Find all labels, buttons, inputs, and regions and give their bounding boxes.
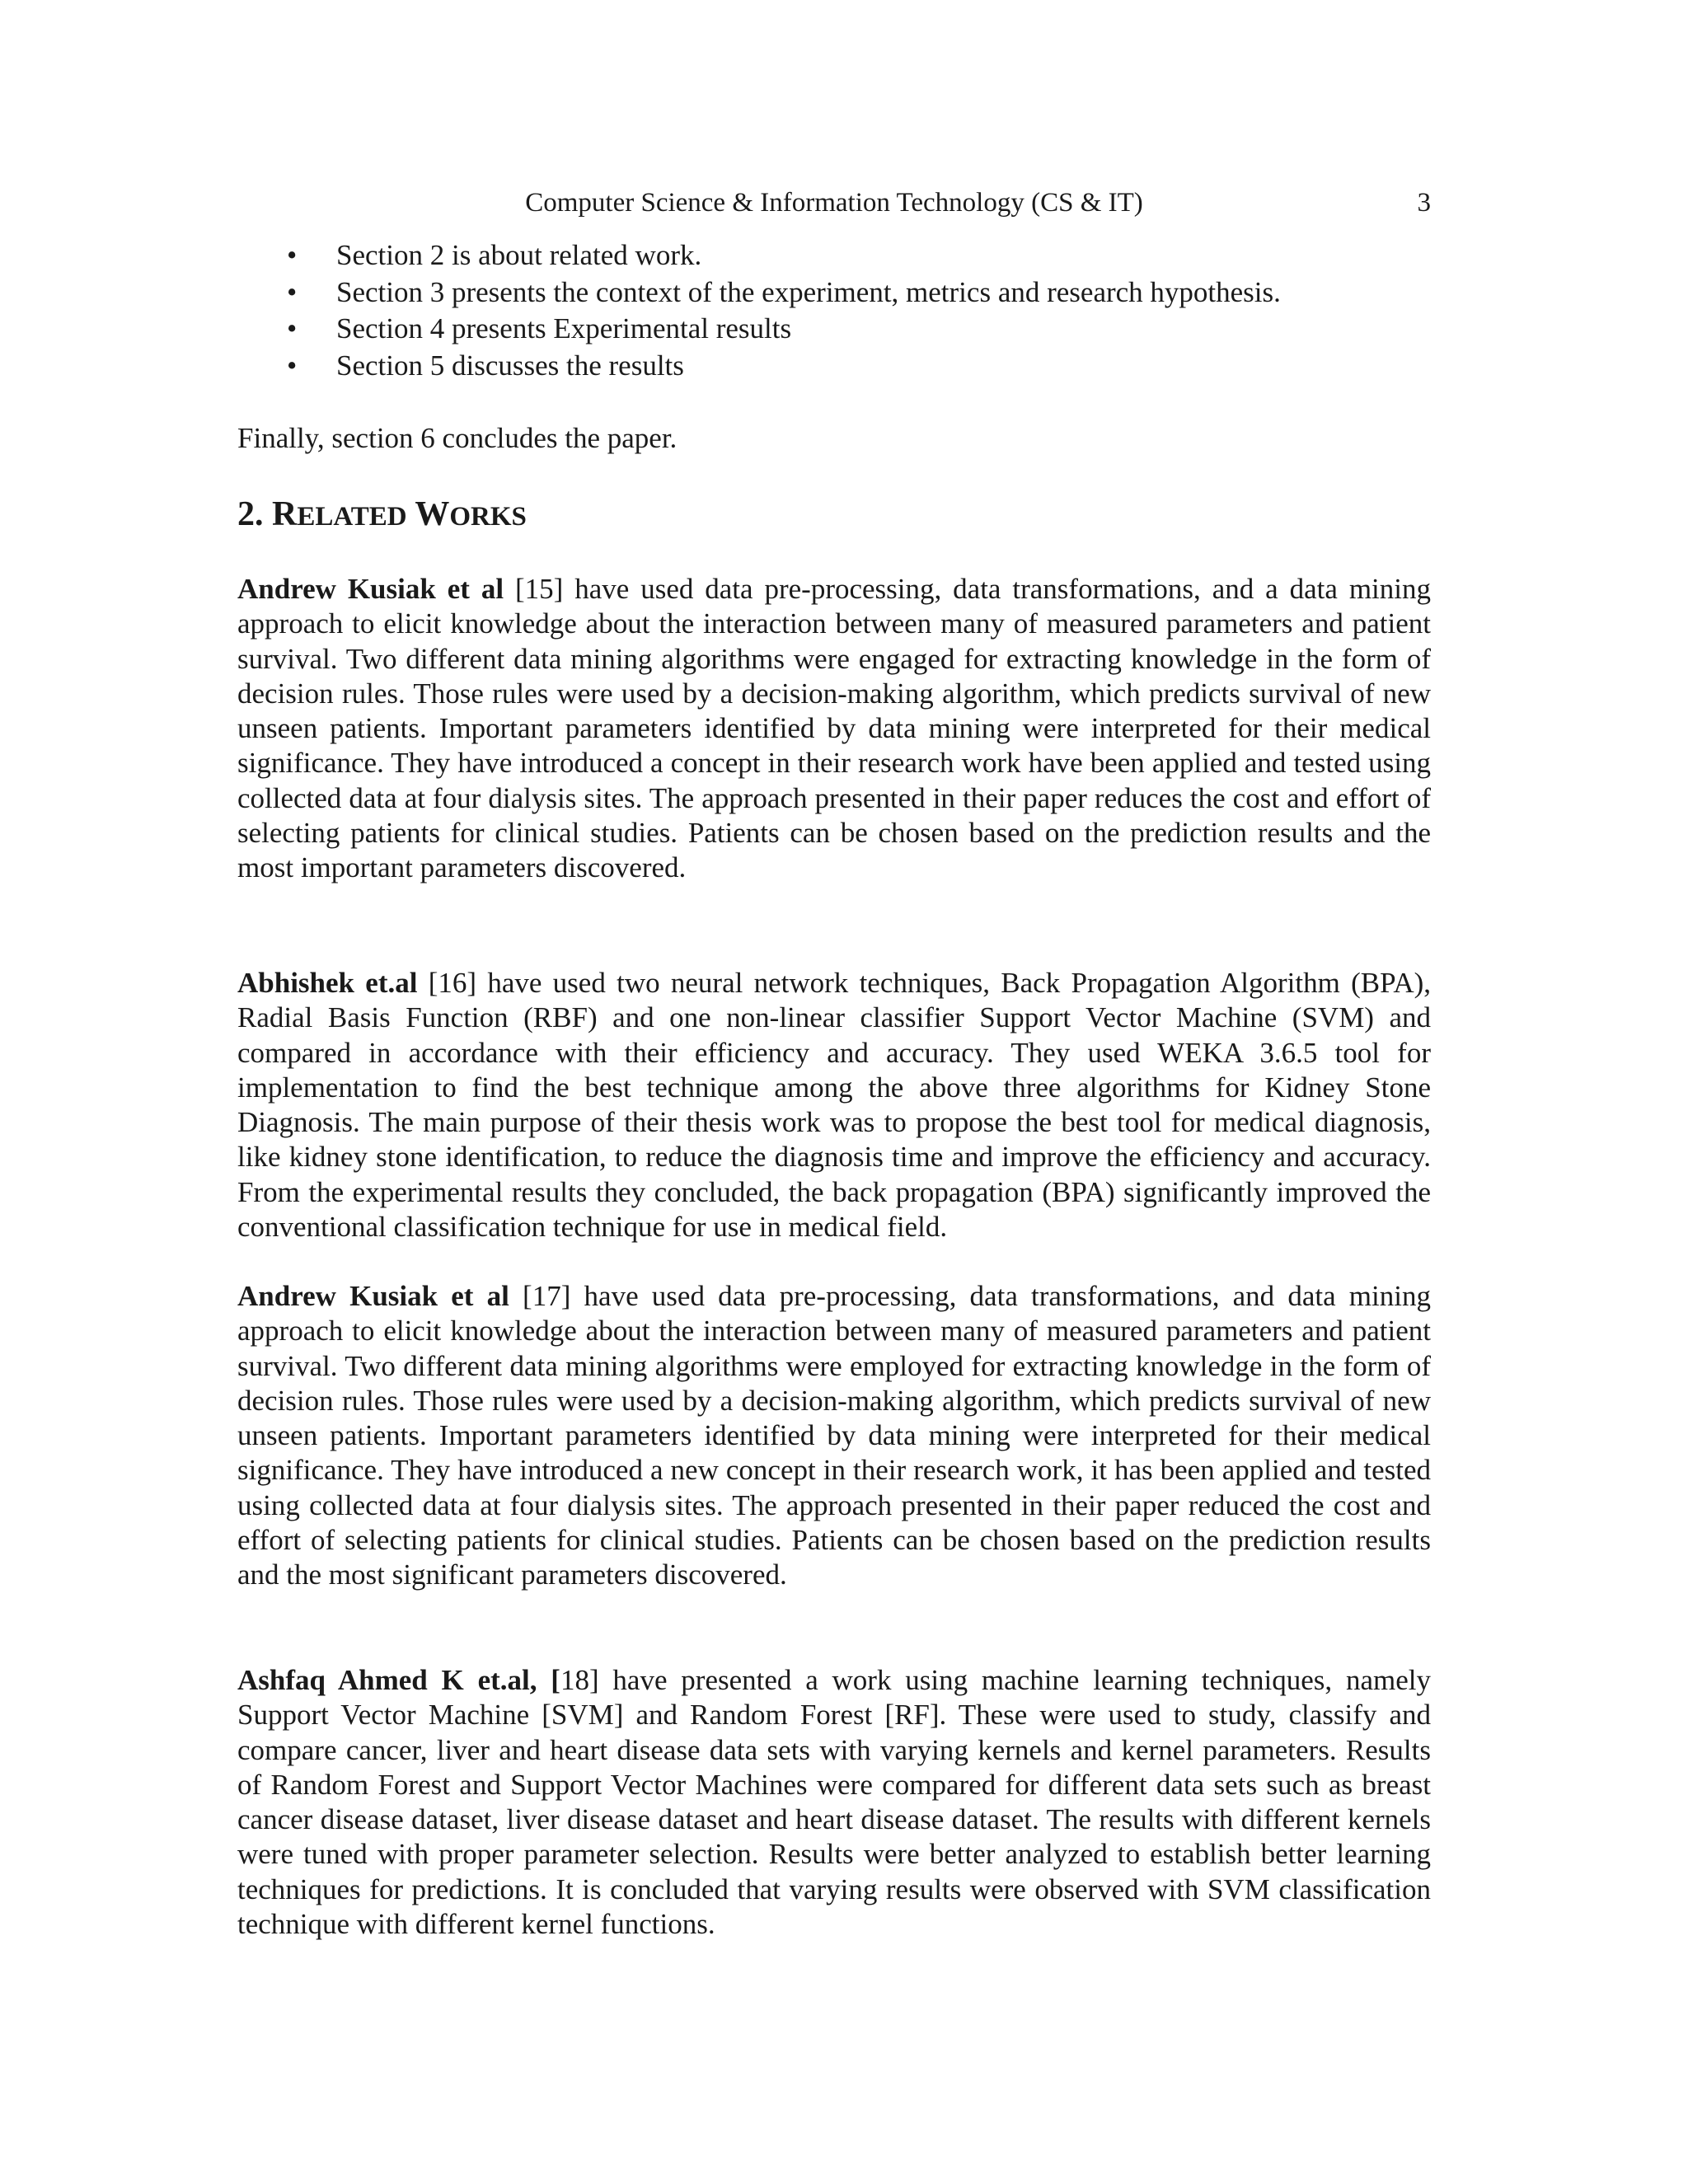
author-name: Abhishek et.al	[237, 967, 418, 999]
section-number: 2.	[237, 495, 272, 533]
list-item	[237, 274, 1281, 312]
section-outline-list	[237, 237, 1281, 384]
related-work-paragraph	[237, 572, 1431, 886]
running-header	[237, 185, 1431, 221]
list-item	[237, 311, 1281, 348]
list-item-text: Section 3 presents the context of the experiment, metrics and research hypothesis.	[336, 275, 1281, 308]
author-name: Andrew Kusiak et al	[237, 1280, 509, 1312]
list-item-text: Section 4 presents Experimental results	[336, 312, 792, 344]
section-title-rest: ORKS	[449, 502, 527, 532]
paper-page	[237, 0, 1431, 2184]
paragraph-text: [16] have used two neural network techniques, Back Propagation Algorithm (BPA), Radial Basis Function (RBF) and one non-linear classifier Support Vector Machine (SVM) and compared in accordance with their efficiency and accuracy. They used WEKA 3.6.5 tool for implementation to find the best technique among the above three algorithms for Kidney Stone Diagnosis. The main purpose of their thesis work was to propose the best tool for medical diagnosis, like kidney stone identification, to reduce the diagnosis time and improve the efficiency and accuracy. From the experimental results they concluded, the back propagation (BPA) significantly improved the conventional classification technique for use in medical field.	[237, 967, 1431, 1244]
related-work-paragraph	[237, 1663, 1431, 1942]
section-heading	[237, 491, 527, 540]
section-title-initial: R	[272, 495, 298, 533]
author-name: Andrew Kusiak et al	[237, 573, 504, 605]
list-item-text: Section 2 is about related work.	[336, 239, 702, 271]
related-work-paragraph	[237, 966, 1431, 1244]
page-number: 3	[1417, 188, 1431, 218]
outline-closing-line: Finally, section 6 concludes the paper.	[237, 422, 678, 454]
paragraph-text: 18] have presented a work using machine learning techniques, namely Support Vector Machine [SVM] and Random Forest [RF]. These were used to study, classify and compare cancer, liver and heart disease data sets with varying kernels and kernel parameters. Results of Random Forest and Support Vector Machines were compared for different data sets such as breast cancer disease dataset, liver disease dataset and heart disease dataset. The results with different kernels were tuned with proper parameter selection. Results were better analyzed to establish better learning techniques for predictions. It is concluded that varying results were observed with SVM classification technique with different kernel functions.	[237, 1664, 1431, 1941]
paragraph-text: [15] have used data pre-processing, data transformations, and a data mining approach to elicit knowledge about the interaction between many of measured parameters and patient survival. Two different data mining algorithms were engaged for extracting knowledge in the form of decision rules. Those rules were used by a decision-making algorithm, which predicts survival of new unseen patients. Important parameters identified by data mining were interpreted for their medical significance. They have introduced a concept in their research work have been applied and tested using collected data at four dialysis sites. The approach presented in their paper reduces the cost and effort of selecting patients for clinical studies. Patients can be chosen based on the prediction results and the most important parameters discovered.	[237, 573, 1431, 884]
bullet-icon: •	[287, 349, 298, 382]
section-title-rest: ELATED	[297, 502, 407, 532]
journal-name: Computer Science & Information Technology (CS & IT)	[525, 188, 1143, 218]
section-title-initial: W	[415, 495, 450, 533]
bullet-icon: •	[287, 239, 298, 271]
bullet-icon: •	[287, 275, 298, 308]
list-item-text: Section 5 discusses the results	[336, 349, 684, 382]
related-work-paragraph	[237, 1279, 1431, 1593]
list-item	[237, 237, 1281, 274]
bullet-icon: •	[287, 312, 298, 344]
author-name: Ashfaq Ahmed K et.al, [	[237, 1664, 560, 1696]
list-item	[237, 348, 1281, 385]
paragraph-text: [17] have used data pre-processing, data transformations, and data mining approach to elicit knowledge about the interaction between many of measured parameters and patient survival. Two different data mining algorithms were employed for extracting knowledge in the form of decision rules. Those rules were used by a decision-making algorithm, which predicts survival of new unseen patients. Important parameters identified by data mining were interpreted for their medical significance. They have introduced a new concept in their research work, it has been applied and tested using collected data at four dialysis sites. The approach presented in their paper reduced the cost and effort of selecting patients for clinical studies. Patients can be chosen based on the prediction results and the most significant parameters discovered.	[237, 1280, 1431, 1591]
